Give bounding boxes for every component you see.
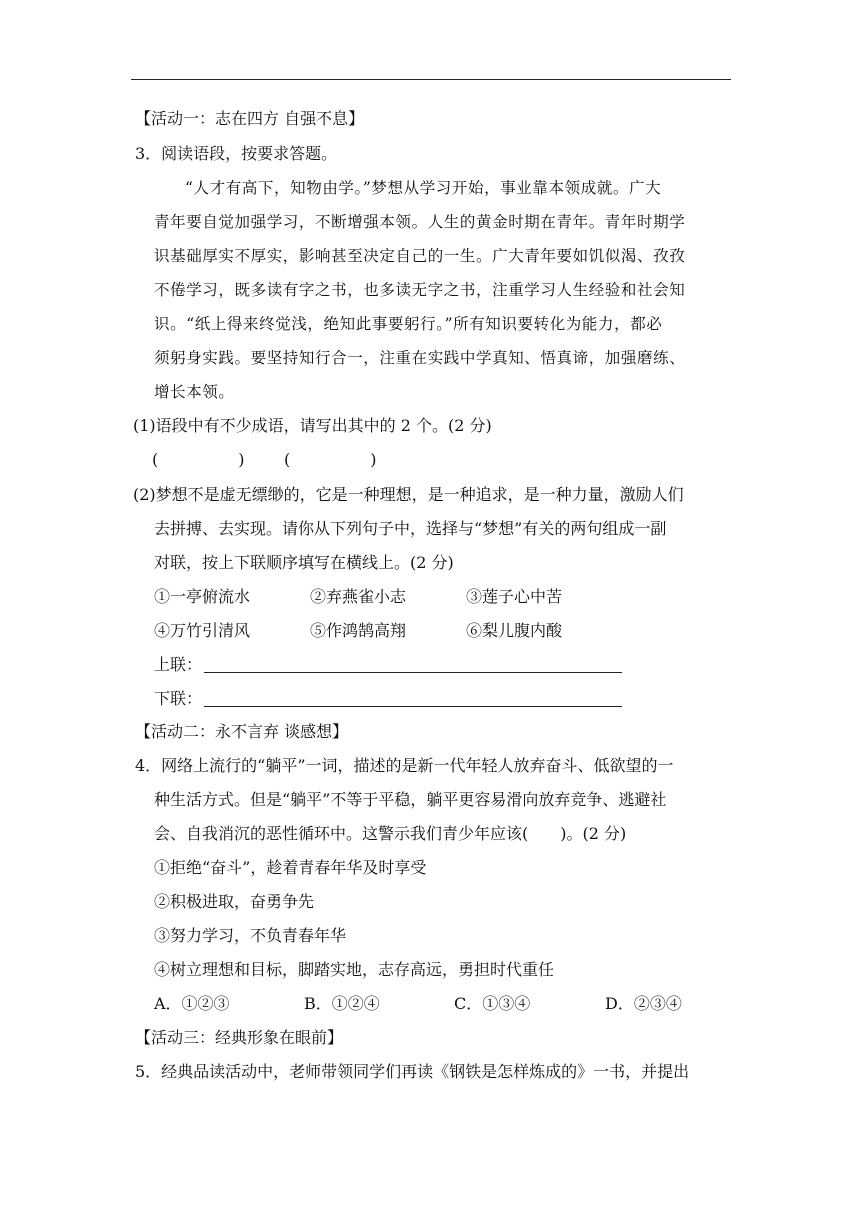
question-4-item: ②积极进取，奋勇争先	[154, 892, 315, 911]
activity-1-heading: 【活动一：志在四方 自强不息】	[135, 109, 365, 128]
couplet-option: ③莲子心中苦	[466, 587, 563, 606]
passage-line: 识。“纸上得来终觉浅，绝知此事要躬行。”所有知识要转化为能力，都必	[154, 315, 663, 333]
couplet-option: ④万竹引清风	[154, 621, 251, 640]
idiom-answer-blank-1[interactable]: ( )	[152, 450, 245, 469]
passage-line: 须躬身实践。要坚持知行合一，注重在实践中学真知、悟真谛，加强磨练、	[154, 349, 686, 367]
question-3-stem: 3．阅读语段，按要求答题。	[135, 144, 338, 163]
passage-line: “人才有高下，知物由学。”梦想从学习开始，事业靠本领成就。广大	[185, 179, 662, 197]
couplet-option: ⑤作鸿鹄高翔	[310, 621, 407, 640]
passage-line: 不倦学习，既多读有字之书，也多读无字之书，注重学习人生经验和社会知	[154, 281, 686, 299]
couplet-option: ⑥梨儿腹内酸	[466, 621, 563, 640]
couplet-option: ①一亭俯流水	[154, 587, 251, 606]
passage-line: 识基础厚实不厚实，影响甚至决定自己的一生。广大青年要如饥似渴、孜孜	[154, 247, 686, 265]
question-5-stem: 5．经典品读活动中，老师带领同学们再读《钢铁是怎样炼成的》一书，并提出	[135, 1062, 690, 1081]
activity-2-heading: 【活动二：永不言弃 谈感想】	[135, 722, 349, 741]
passage-line: 青年要自觉加强学习，不断增强本领。人生的黄金时期在青年。青年时期学	[154, 213, 686, 231]
lower-couplet-label: 下联：	[154, 689, 203, 708]
question-4-stem-line: 会、自我消沉的恶性循环中。这警示我们青少年应该( )。(2 分)	[154, 824, 627, 843]
couplet-option: ②弃燕雀小志	[310, 587, 407, 606]
upper-couplet-label: 上联：	[154, 655, 203, 674]
question-4-stem-line: 4．网络上流行的“躺平”一词，描述的是新一代年轻人放弃奋斗、低欲望的一	[135, 756, 674, 775]
choice-c[interactable]: C．①③④	[454, 994, 531, 1013]
passage-line: 增长本领。	[154, 383, 235, 401]
header-rule	[131, 79, 731, 80]
lower-couplet-answer-line[interactable]	[204, 706, 622, 707]
question-4-stem-line: 种生活方式。但是“躺平”不等于平稳，躺平更容易滑向放弃竞争、逃避社	[154, 790, 667, 809]
question-3-sub2-line: 对联，按上下联顺序填写在横线上。(2 分)	[154, 553, 454, 572]
question-4-item: ③努力学习，不负青春年华	[154, 926, 347, 945]
question-3-sub2-line: 去拼搏、去实现。请你从下列句子中，选择与“梦想”有关的两句组成一副	[154, 519, 667, 538]
choice-b[interactable]: B．①②④	[304, 994, 380, 1013]
question-4-item: ①拒绝“奋斗”，趁着青春年华及时享受	[154, 858, 427, 877]
choice-a[interactable]: A．①②③	[154, 994, 230, 1013]
choice-d[interactable]: D．②③④	[605, 994, 682, 1013]
idiom-answer-blank-2[interactable]: ( )	[284, 450, 377, 469]
question-3-sub2-line: (2)梦想不是虚无缥缈的，它是一种理想，是一种追求，是一种力量，激励人们	[133, 485, 684, 504]
question-3-sub1: (1)语段中有不少成语，请写出其中的 2 个。(2 分)	[133, 416, 492, 435]
upper-couplet-answer-line[interactable]	[204, 672, 622, 673]
activity-3-heading: 【活动三：经典形象在眼前】	[135, 1028, 344, 1047]
question-4-item: ④树立理想和目标，脚踏实地，志存高远，勇担时代重任	[154, 960, 555, 979]
